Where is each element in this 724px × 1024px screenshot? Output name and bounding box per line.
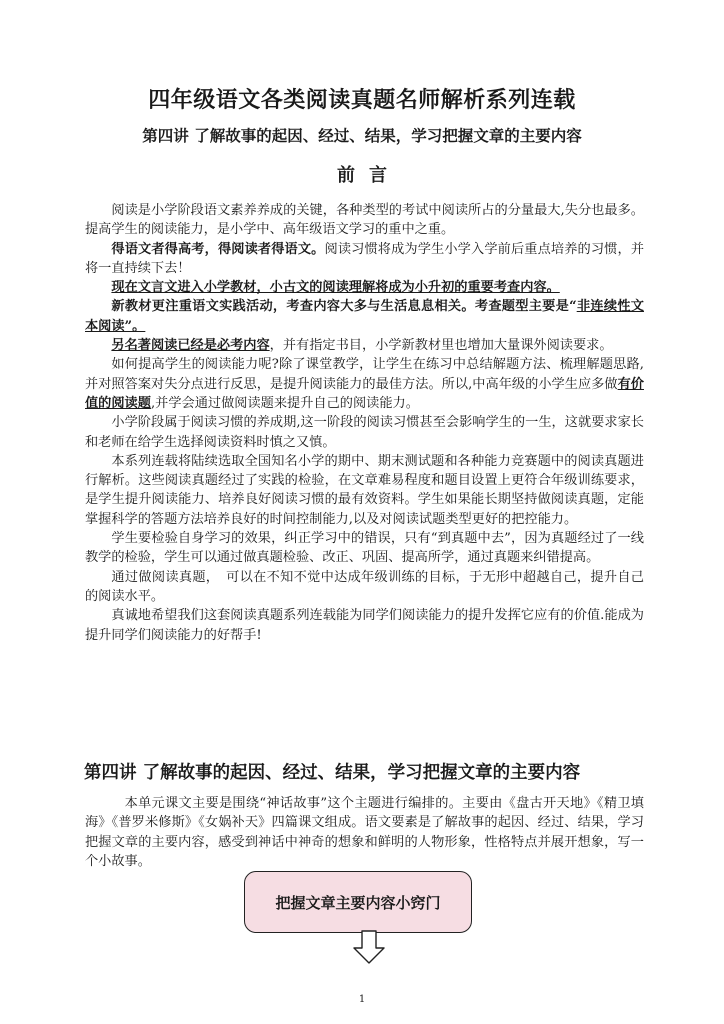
paragraph-text: 如何提高学生的阅读能力呢?除了课堂教学，让学生在练习中总结解题方法、梳理解题思路,并对照答案对失分点进行反思，是提升阅读能力的最佳方法。所以,中高年级的小学生应多做 bbox=[85, 357, 644, 392]
document-title: 四年级语文各类阅读真题名师解析系列连载 bbox=[148, 88, 576, 113]
preface-heading: 前言 bbox=[337, 165, 401, 186]
preface-paragraph bbox=[85, 278, 644, 297]
paragraph-text: 通过做阅读真题， 可以在不知不觉中达成年级训练的目标，于无形中超越自己，提升自己的阅读水平。 bbox=[85, 569, 644, 604]
preface-paragraph bbox=[85, 355, 644, 413]
tip-box bbox=[244, 871, 472, 933]
section-intro bbox=[85, 794, 644, 871]
tip-box-label: 把握文章主要内容小窍门 bbox=[275, 893, 441, 912]
preface-paragraph bbox=[85, 452, 644, 529]
preface-paragraph bbox=[85, 201, 644, 240]
paragraph-text: 本系列连载将陆续选取全国知名小学的期中、期末测试题和各种能力竞赛题中的阅读真题进行解析。这些阅读真题经过了实践的检验，在文章难易程度和题目设置上更符合年级训练要求，是学生提升阅读能力、培养良好阅读习惯的最有效资料。学生如果能长期坚持做阅读真题，定能掌握科学的答题方法培养良好的时间控制能力,以及对阅读试题类型更好的把控能力。 bbox=[85, 453, 644, 527]
paragraph-text: 小学阶段属于阅读习惯的养成期,这一阶段的阅读习惯甚至会影响学生的一生，这就要求家长和老师在给学生选择阅读资料时慎之又慎。 bbox=[85, 415, 644, 450]
down-arrow-icon bbox=[352, 930, 386, 964]
preface-paragraph bbox=[85, 606, 644, 645]
paragraph-text: 学生要检验自身学习的效果，纠正学习中的错误，只有“到真题中去”，因为真题经过了一线教学的检验，学生可以通过做真题检验、改正、巩固、提高所学，通过真题来纠错提高。 bbox=[85, 531, 644, 566]
preface-body bbox=[85, 201, 644, 645]
bold-underlined-statement: 现在文言文进入小学教材，小古文的阅读理解将成为小升初的重要考查内容。 bbox=[111, 280, 560, 296]
page-number: 1 bbox=[358, 994, 366, 1005]
preface-paragraph bbox=[85, 568, 644, 607]
preface-paragraph bbox=[85, 240, 644, 279]
bold-underlined-statement: 另名著阅读已经是必考内容 bbox=[111, 338, 270, 354]
bold-underlined-statement: 非连续性文本阅读”。 bbox=[85, 299, 644, 334]
paragraph-text: 阅读是小学阶段语文素养养成的关键，各种类型的考试中阅读所占的分量最大,失分也最多。提高学生的阅读能力，是小学中、高年级语文学习的重中之重。 bbox=[85, 203, 644, 238]
preface-paragraph bbox=[85, 297, 644, 336]
preface-paragraph bbox=[85, 336, 644, 355]
paragraph-text: 阅读习惯将成为学生小学入学前后重点培养的习惯，并将一直持续下去！ bbox=[85, 241, 645, 276]
intro-paragraph: 本单元课文主要是围绕“神话故事”这个主题进行编排的。主要由《盘古开天地》《精卫填海》《普罗米修斯》《女娲补天》四篇课文组成。语文要素是了解故事的起因、经过、结果，学习把握文章的主要内容，感受到神话中神奇的想象和鲜明的人物形象，性格特点并展开想象，写一个小故事。 bbox=[85, 796, 644, 869]
paragraph-text: ,并学会通过做阅读题来提升自己的阅读能力。 bbox=[150, 395, 419, 411]
document-subtitle: 第四讲 了解故事的起因、经过、结果，学习把握文章的主要内容 bbox=[142, 127, 582, 145]
paragraph-text: 真诚地希望我们这套阅读真题系列连载能为同学们阅读能力的提升发挥它应有的价值.能成为提升同学们阅读能力的好帮手! bbox=[85, 608, 644, 643]
bold-statement: 新教材更注重语文实践活动，考查内容大多与生活息息相关。考查题型主要是“ bbox=[111, 299, 577, 315]
preface-paragraph bbox=[85, 529, 644, 568]
preface-paragraph bbox=[85, 413, 644, 452]
bold-statement: 得语文者得高考，得阅读者得语文。 bbox=[111, 241, 325, 257]
paragraph-text: ，并有指定书目，小学新教材里也增加大量课外阅读要求。 bbox=[269, 338, 613, 354]
section-heading: 第四讲 了解故事的起因、经过、结果，学习把握文章的主要内容 bbox=[84, 763, 581, 783]
bold-underlined-statement: 有价值的阅读题 bbox=[85, 376, 644, 411]
